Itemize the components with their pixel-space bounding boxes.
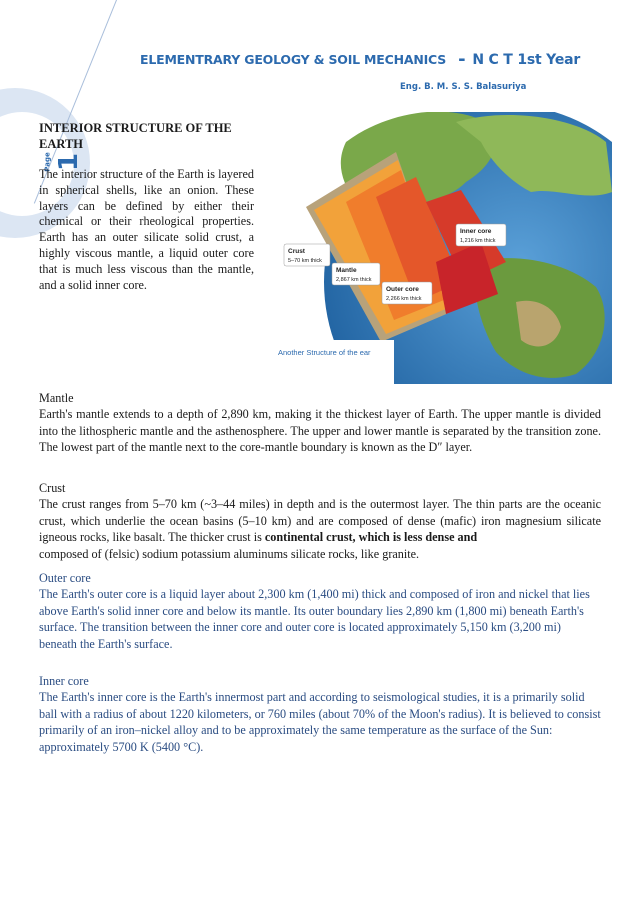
outer-core-text: The Earth's outer core is a liquid layer about 2,300 km (1,400 mi) thick and composed of iron and nickel that lies above Earth's solid inner core and below its mantle. Its outer boundary lies 2,890 km (1,800 mi) beneath Earth's surface. The transition between the inner core and outer core is located approximately 5,150 km (3,200 mi) beneath the Earth's surface. [39, 587, 590, 651]
inner-core-section [39, 673, 601, 755]
mantle-text: Earth's mantle extends to a depth of 2,890 km, making it the thickest layer of Earth. The upper mantle is divided into the lithospheric mantle and the asthenosphere. The upper and lower mantle is separated by the transition zone. The lowest part of the mantle next to the core-mantle boundary is known as the D″ layer. [39, 407, 601, 454]
crust-text-main: The crust ranges from 5–70 km (~3–44 miles) in depth and is the outermost layer. The thin parts are the oceanic crust, which underlie the ocean basins (5–10 km) and are composed of dense (mafic) iron magnesium silicate igneous rocks, like basalt. The thicker crust is [39, 497, 601, 544]
crust-label: Crust [288, 248, 305, 255]
outer-core-label: Outer core [386, 286, 419, 293]
outer-core-depth-label: 2,266 km thick [386, 296, 422, 302]
course-year: N C T 1st Year [472, 52, 581, 68]
page-label: Page [43, 152, 52, 172]
crust-depth-label: 5–70 km thick [288, 258, 322, 264]
mantle-label: Mantle [336, 267, 357, 274]
earth-cutaway-illustration [276, 112, 612, 384]
continental-crust-highlight: continental crust, [264, 530, 356, 544]
mantle-depth-label: 2,867 km thick [336, 277, 372, 283]
caption-backdrop [276, 340, 394, 384]
inner-core-label: Inner core [460, 228, 492, 235]
figure-caption: Another Structure of the ear [278, 348, 371, 357]
course-title: ELEMENTRARY GEOLOGY & SOIL MECHANICS [140, 52, 447, 67]
inner-core-text: The Earth's inner core is the Earth's innermost part and according to seismological studies, it is a primarily solid ball with a radius of about 1220 kilometers, or 760 miles (about 70% of the Moon's radius). It is believed to consist primarily of an iron–nickel alloy and to be approximately the same temperature as the surface of the Sun: approximately 5700 K (5400 °C). [39, 690, 601, 754]
inner-core-heading: Inner core [39, 674, 89, 688]
page-number: 1 [53, 152, 84, 172]
crust-section [39, 480, 601, 562]
author-name: Eng. B. M. S. S. Balasuriya [400, 82, 527, 92]
crust-text [39, 496, 601, 546]
earth-structure-figure [276, 112, 612, 384]
header-separator: - [458, 49, 466, 70]
mantle-section [39, 390, 601, 456]
inner-core-depth-label: 1,216 km thick [460, 238, 496, 244]
intro-paragraph: The interior structure of the Earth is layered in spherical shells, like an onion. These layers can be defined by either their chemical or their rheological properties. Earth has an outer silicate solid crust, a highly viscous mantle, a liquid outer core that is much less viscous than the mantle, and a solid inner core. [39, 167, 254, 292]
crust-heading: Crust [39, 481, 66, 495]
page-header [140, 48, 610, 69]
mantle-heading: Mantle [39, 391, 74, 405]
outer-core-section [39, 570, 601, 652]
crust-text-continuation: which is less dense and [355, 530, 478, 544]
outer-core-heading: Outer core [39, 571, 91, 585]
section-title: INTERIOR STRUCTURE OF THE EARTH [39, 121, 232, 151]
crust-text-end: composed of (felsic) sodium potassium aluminums silicate rocks, like granite. [39, 546, 420, 561]
